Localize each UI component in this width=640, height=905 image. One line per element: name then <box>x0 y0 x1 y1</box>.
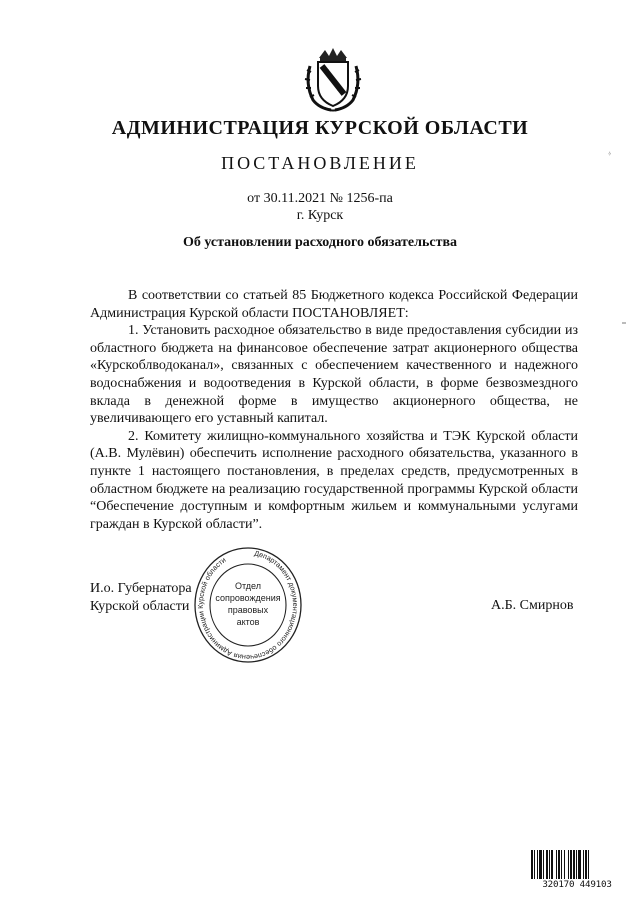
kursk-coat-of-arms-icon <box>301 44 365 114</box>
document-subject: Об установлении расходного обязательства <box>182 235 458 250</box>
document-body <box>90 287 578 533</box>
signatory-position-line2: Курской области <box>90 599 190 614</box>
official-stamp <box>193 545 303 663</box>
document-meta <box>0 190 640 224</box>
paragraph-item-2: 2. Комитету жилищно-коммунального хозяйства и ТЭК Курской области (А.В. Мулёвин) обеспечить исполнение расходного обязательства, указанного в пункте 1 настоящего постановления, в пределах средств, предусмотренных в областном бюджете на реализацию государственной программы Курской области “Обеспечение доступным и комфортным жильем и коммунальными услугами граждан в Курской области”. <box>90 428 578 532</box>
barcode-digits: 320170 449103 <box>531 879 623 890</box>
margin-dot <box>622 322 626 324</box>
stamp-line-1: Отдел <box>234 581 262 591</box>
paragraph-item-1: 1. Установить расходное обязательство в виде предоставления субсидии из областного бюджета на финансовое обеспечение затрат акционерного общества «Курскоблводоканал», связанных с обеспечением качественного и надежного водоснабжения и водоотведения в Курской области, в форме безвозмездного вклада в денежной форме в имущество акционерного общества, не увеличивающего его уставный капитал. <box>90 323 578 427</box>
document-type: ПОСТАНОВЛЕНИЕ <box>221 153 419 173</box>
stamp-line-2: сопровождения <box>215 593 281 603</box>
margin-mark: ⸗ <box>605 148 615 159</box>
stamp-line-4: актов <box>236 617 260 627</box>
signatory-position <box>90 580 192 616</box>
signatory-position-line1: И.о. Губернатора <box>90 581 192 596</box>
city: г. Курск <box>296 208 344 223</box>
date-number: от 30.11.2021 № 1256-па <box>247 191 393 206</box>
stamp-line-3: правовых <box>227 605 269 615</box>
paragraph-preamble: В соответствии со статьей 85 Бюджетного кодекса Российской Федерации Администрация Курской области ПОСТАНОВЛЯЕТ: <box>90 288 578 321</box>
organization-title: АДМИНИСТРАЦИЯ КУРСКОЙ ОБЛАСТИ <box>111 117 529 139</box>
signatory-name: А.Б. Смирнов <box>491 598 574 613</box>
stamp-outer-ring: Департамент документационного обеспечения Администрации Курской области <box>195 548 300 663</box>
